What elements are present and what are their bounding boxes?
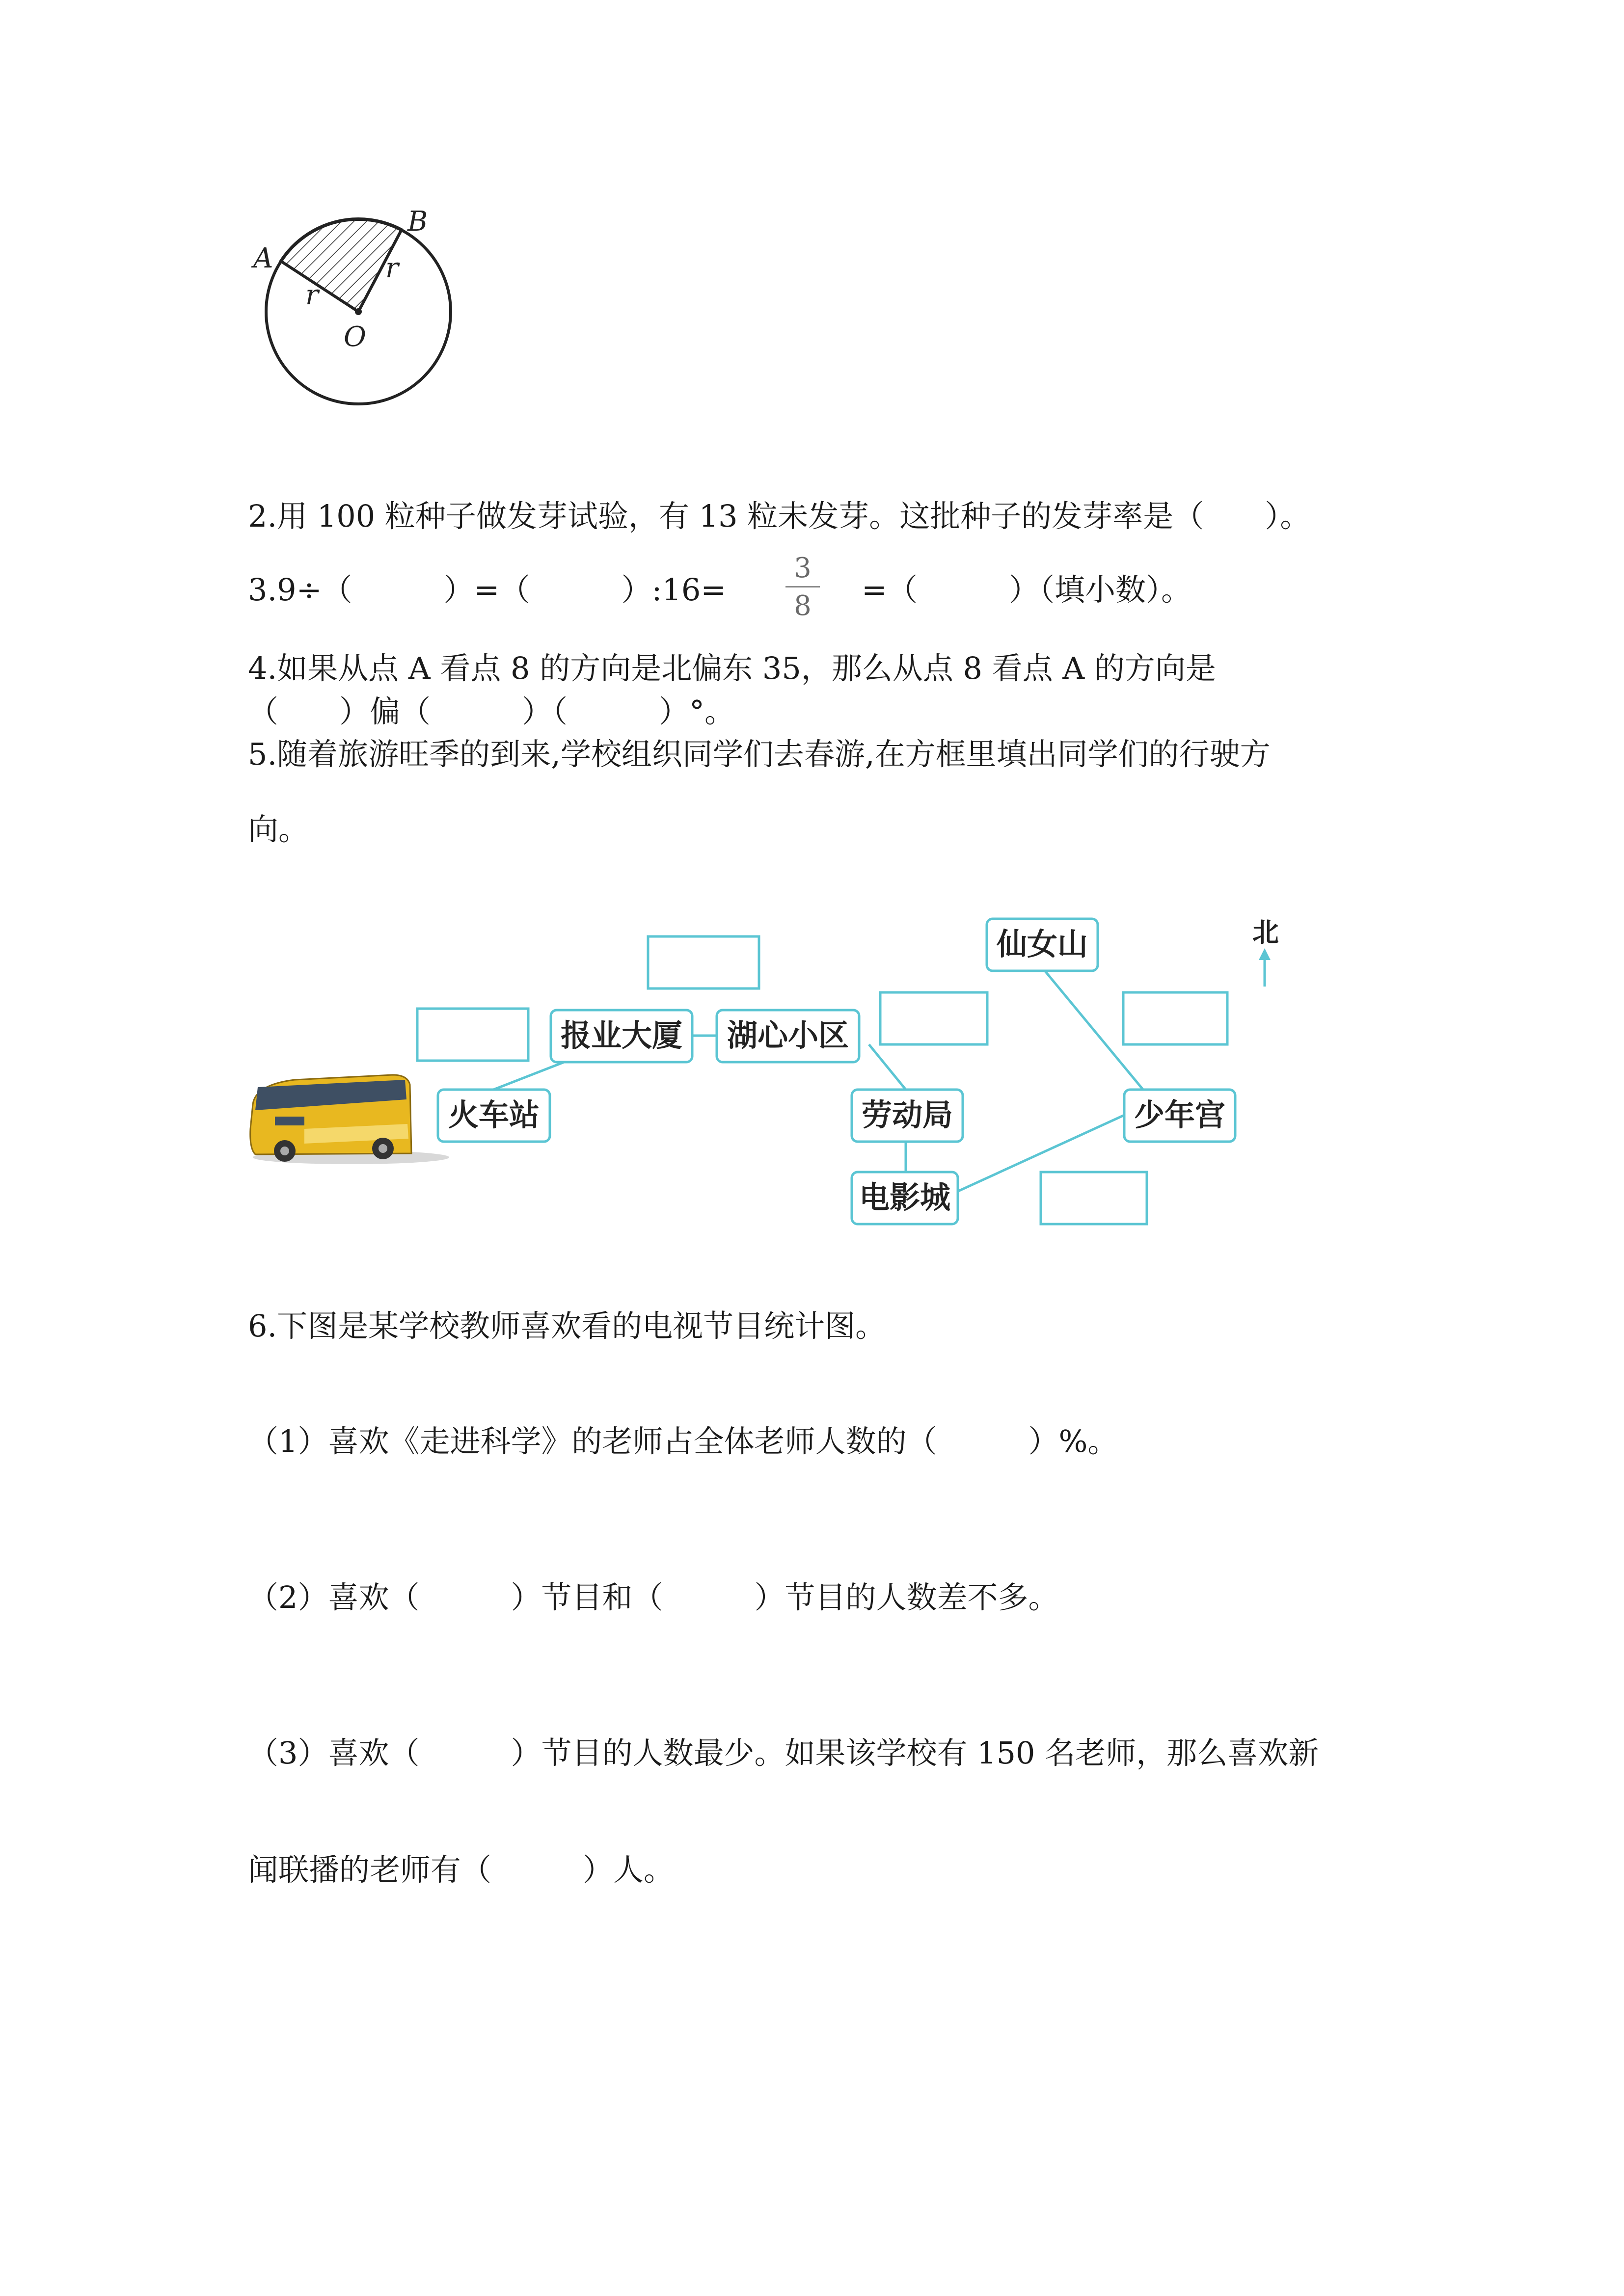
route-lines [491, 966, 1144, 1193]
label-center-o: O [344, 321, 366, 353]
center-point [355, 308, 362, 315]
question-4-line2: （ ）偏（ ）（ ）°。 [248, 694, 735, 729]
answer-box-3[interactable] [880, 992, 987, 1044]
answer-boxes [417, 936, 1227, 1224]
answer-box-4[interactable] [1123, 992, 1227, 1044]
route-map [243, 908, 1299, 1242]
question-3-right: =（ ）（填小数）。 [862, 572, 1191, 608]
sector-figure [245, 201, 471, 417]
question-3-left: 3.9÷（ ）=（ ）:16= [248, 572, 727, 608]
label-youth-palace: 少年宫 [1134, 1097, 1226, 1133]
question-4-line1: 4.如果从点 A 看点 8 的方向是北偏东 35，那么从点 8 看点 A 的方向是 [248, 650, 1216, 686]
label-huxin-district: 湖心小区 [727, 1017, 849, 1053]
question-5-line2: 向。 [248, 811, 309, 847]
fraction-denominator: 8 [794, 590, 812, 622]
question-5-line1: 5.随着旅游旺季的到来,学校组织同学们去春游,在方框里填出同学们的行驶方 [248, 736, 1271, 772]
north-indicator [1252, 916, 1279, 987]
label-radius-right: r [385, 252, 399, 284]
fraction-bar [785, 586, 820, 587]
question-6-part-2: （2）喜欢（ ）节目和（ ）节目的人数差不多。 [248, 1579, 1059, 1615]
question-6-title: 6.下图是某学校教师喜欢看的电视节目统计图。 [248, 1308, 886, 1344]
answer-box-5[interactable] [1041, 1172, 1147, 1224]
question-3-fraction [785, 553, 820, 622]
question-6-part-3-line2: 闻联播的老师有（ ）人。 [248, 1852, 675, 1888]
bus-icon [250, 1075, 449, 1164]
shaded-sector [281, 219, 402, 312]
label-point-a: A [253, 242, 273, 274]
question-6-part-1: （1）喜欢《走进科学》的老师占全体老师人数的（ ）%。 [248, 1423, 1118, 1459]
line-huxin-labor [869, 1044, 906, 1090]
answer-box-2[interactable] [417, 1009, 528, 1061]
label-radius-left: r [305, 279, 319, 311]
label-cinema: 电影城 [859, 1179, 951, 1215]
fraction-numerator: 3 [794, 552, 812, 584]
label-xiannv-mountain: 仙女山 [996, 926, 1088, 962]
north-label: 北 [1252, 916, 1279, 948]
north-arrow-icon [1259, 948, 1271, 960]
label-point-b: B [407, 206, 428, 238]
answer-box-1[interactable] [648, 936, 759, 988]
question-2: 2.用 100 粒种子做发芽试验，有 13 粒未发芽。这批种子的发芽率是（ ）。 [248, 498, 1311, 534]
label-train-station: 火车站 [448, 1097, 540, 1133]
question-6-part-3-line1: （3）喜欢（ ）节目的人数最少。如果该学校有 150 名老师，那么喜欢新 [248, 1735, 1319, 1771]
label-labor-bureau: 劳动局 [861, 1097, 953, 1133]
label-baoye-building: 报业大厦 [560, 1017, 683, 1053]
